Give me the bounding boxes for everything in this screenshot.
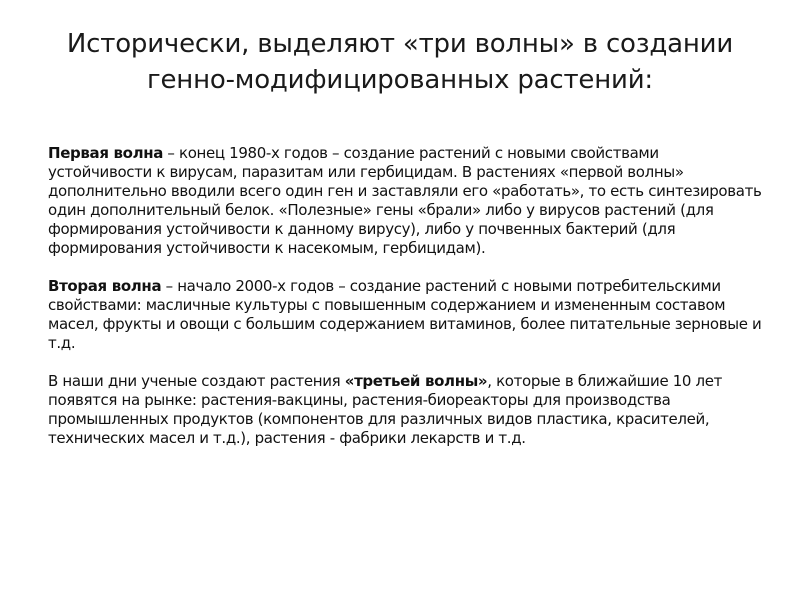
third-wave-text-after: , которые в ближайшие 10 лет появятся на рынке: растения-вакцины, растения-биореакторы для производства промышленных продуктов (компонентов для различных видов пластика, красителей, технических масел и т.д.), растения - фабрики лекарств и т.д. (48, 372, 723, 447)
first-wave-heading: Первая волна (48, 144, 164, 162)
third-wave-heading: «третьей волны» (344, 372, 488, 390)
paragraph-first-wave (48, 144, 764, 258)
paragraph-second-wave (48, 277, 764, 353)
second-wave-heading: Вторая волна (48, 277, 162, 295)
slide-title-line-2: генно-модифицированных растений: (147, 65, 653, 95)
first-wave-text: – конец 1980-х годов – создание растений с новыми свойствами устойчивости к вирусам, паразитам или гербицидам. В растениях «первой волны» дополнительно вводили всего один ген и заставляли его «работать», то есть синтезировать один дополнительный белок. «Полезные» гены «брали» либо у вирусов растений (для формирования устойчивости к данному вирусу), либо у почвенных бактерий (для формирования устойчивости к насекомым, гербицидам). (48, 144, 762, 257)
slide-title (40, 26, 760, 98)
slide-title-line-1: Исторически, выделяют «три волны» в создании (66, 29, 734, 59)
paragraph-third-wave (48, 372, 764, 448)
slide-body (48, 144, 764, 448)
second-wave-text: – начало 2000-х годов – создание растений с новыми потребительскими свойствами: масличные культуры с повышенным содержанием и измененным составом масел, фрукты и овощи с большим содержанием витаминов, более питательные зерновые и т.д. (48, 277, 762, 352)
third-wave-text-before: В наши дни ученые создают растения (48, 372, 345, 390)
